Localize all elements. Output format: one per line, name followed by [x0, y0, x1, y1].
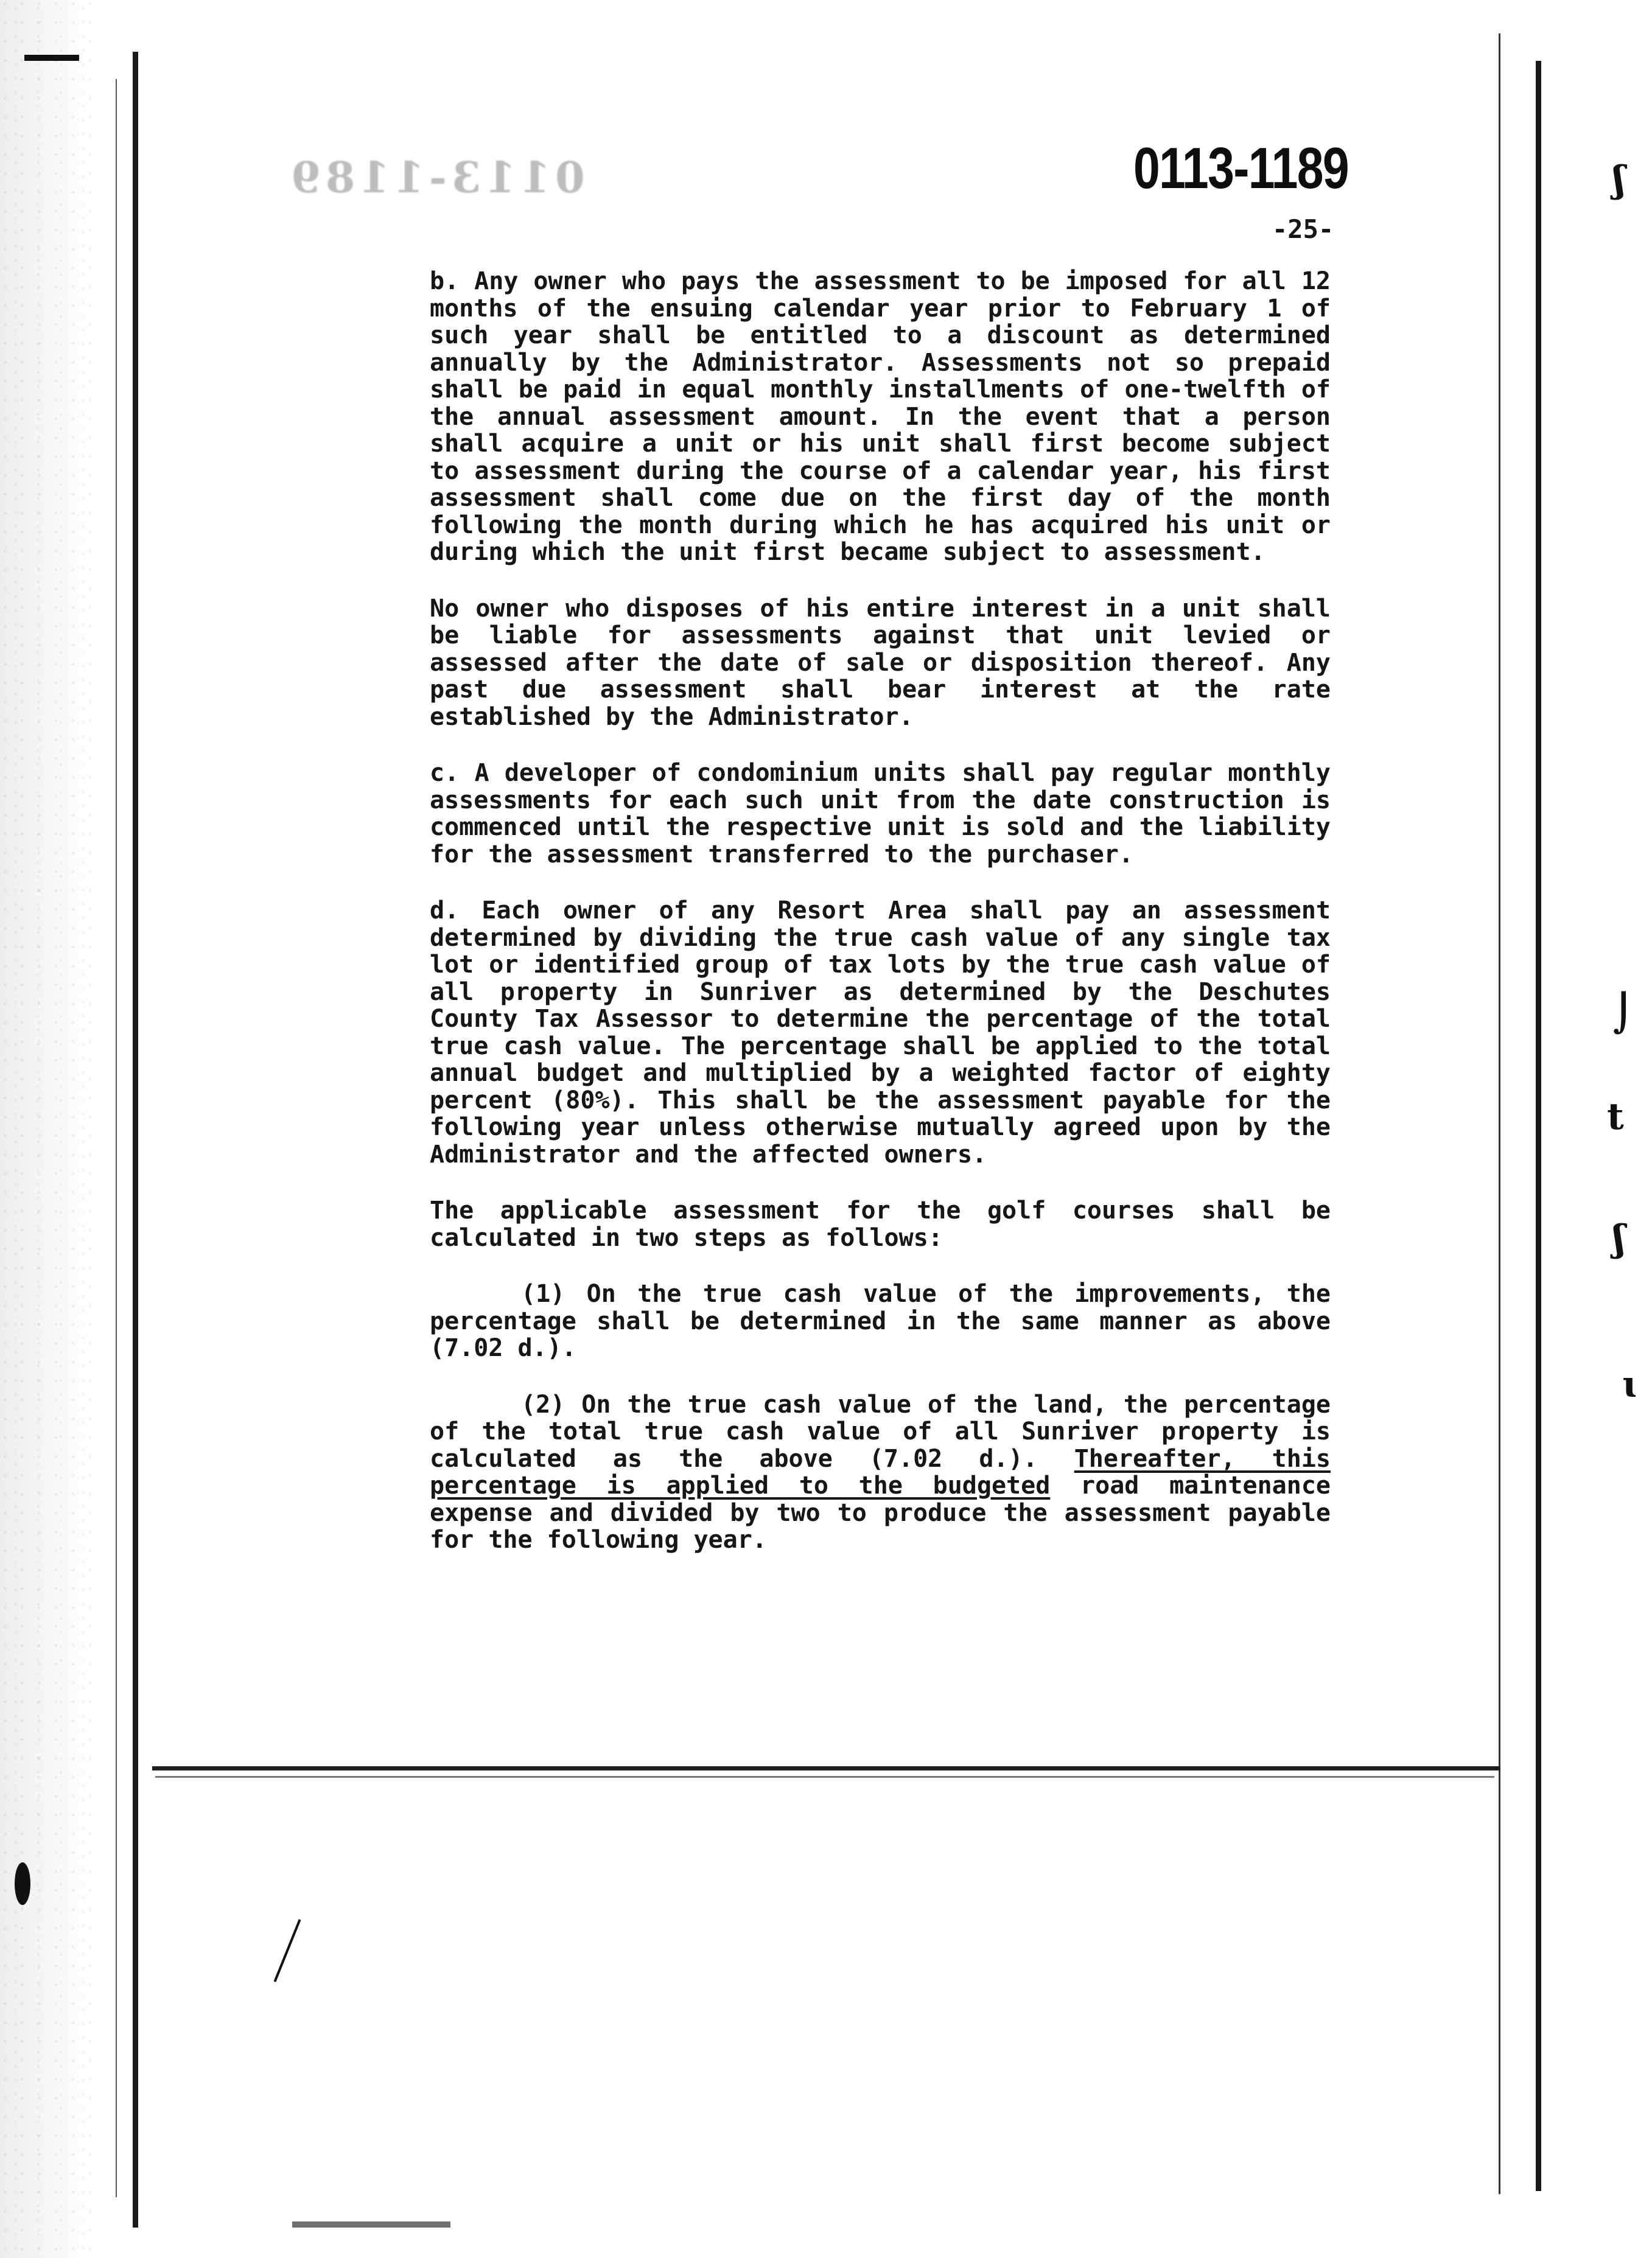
right-margin-mark-4: ʃ — [1613, 1217, 1625, 1260]
step-2-text: (2) On the true cash value of the land, the percentage of the total true cash value of all Sunriver property is calculated as the above (7.02 d.). — [430, 1390, 1331, 1473]
stray-mark-slash — [274, 1919, 301, 1982]
reverse-bleed-through-stamp: 0113-1189 — [286, 152, 585, 203]
document-number: 0113-1189 — [1133, 136, 1349, 201]
right-margin-mark-2: ⌡ — [1613, 992, 1634, 1035]
left-border-thin-line — [116, 79, 117, 2197]
step-2-underlined-text: Thereafter, this percentage is applied to the budgeted — [430, 1444, 1331, 1500]
step-2-continuation: road maintenance expense and divided by two to produce the assessment payable for the following year. — [430, 1472, 1331, 1554]
stray-mark-bottom-smear — [292, 2221, 450, 2228]
paragraph-step-2 — [430, 1391, 1331, 1554]
stray-mark-left-blob — [15, 1862, 30, 1905]
paragraph-step-1: (1) On the true cash value of the improvements, the percentage shall be determined in the same manner as above (7.02 d.). — [430, 1280, 1331, 1362]
document-body — [430, 268, 1331, 1583]
paragraph-d: d. Each owner of any Resort Area shall pay an assessment determined by dividing the true cash value of any single tax lot or identified group of tax lots by the true cash value of all property in Sunriver as determined by the Deschutes County Tax Assessor to determine the percentage of the total true cash value. The percentage shall be applied to the total annual budget and multiplied by a weighted factor of eighty percent (80%). This shall be the assessment payable for the following year unless otherwise mutually agreed upon by the Administrator and the affected owners. — [430, 897, 1331, 1169]
paragraph-golf-courses: The applicable assessment for the golf courses shall be calculated in two steps as follows: — [430, 1197, 1331, 1252]
left-border-line — [133, 52, 138, 2228]
paragraph-b: b. Any owner who pays the assessment to be imposed for all 12 months of the ensuing calendar year prior to February 1 of such year shall be entitled to a discount as determined annually by the Administrator. Assessments not so prepaid shall be paid in equal monthly installments of one-twelfth of the annual assessment amount. In the event that a person shall acquire a unit or his unit shall first become subject to assessment during the course of a calendar year, his first assessment shall come due on the first day of the month following the month during which he has acquired his unit or during which the unit first became subject to assessment. — [430, 267, 1331, 566]
paragraph-c: c. A developer of condominium units shall pay regular monthly assessments for each such unit from the date construction is commenced until the respective unit is sold and the liability for the assessment transferred to the purchaser. — [430, 759, 1331, 869]
right-margin-mark-1: ʃ — [1613, 158, 1625, 201]
right-margin-mark-5: ɩ — [1622, 1363, 1636, 1406]
page-number: -25- — [1272, 214, 1334, 244]
right-border-line — [1536, 61, 1541, 2191]
paragraph-no-owner: No owner who disposes of his entire interest in a unit shall be liable for assessments against that unit levied or assessed after the date of sale or disposition thereof. Any past due assessment shall bear interest at the rate established by the Administrator. — [430, 594, 1331, 731]
bottom-border-line — [152, 1766, 1500, 1770]
bottom-border-shadow — [155, 1776, 1494, 1778]
right-margin-mark-3: t — [1607, 1096, 1624, 1138]
right-border-thin-line — [1499, 33, 1500, 2194]
stray-mark-top-left — [24, 55, 79, 61]
scan-margin-noise — [0, 0, 91, 2258]
